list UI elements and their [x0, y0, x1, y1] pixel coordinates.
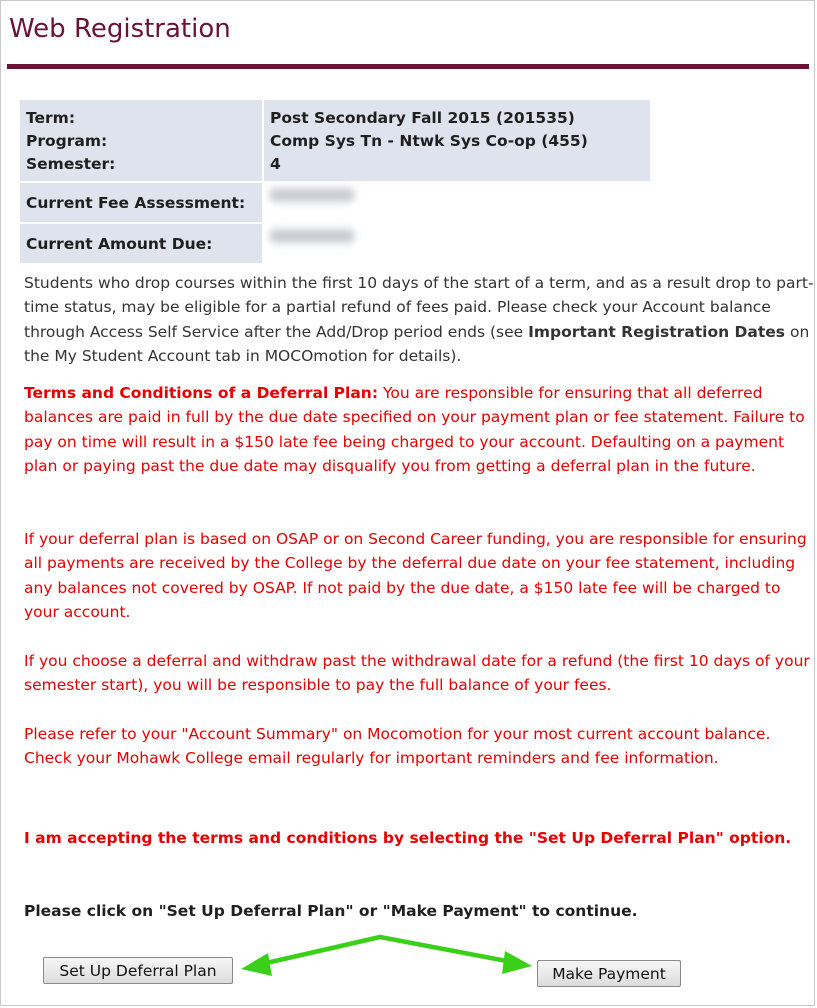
deferral-terms-paragraph-4: Please refer to your "Account Summary" on Mocomotion for your most current account balance. Check your Mohawk College email regularly for important reminders and fee information. — [24, 725, 771, 768]
set-up-deferral-plan-button[interactable]: Set Up Deferral Plan — [43, 957, 233, 984]
deferral-terms-paragraph-1: Terms and Conditions of a Deferral Plan: You are responsible for ensuring that all deferred balances are paid in full by the due date specified on your payment plan or fee statement. Failure to pay on time will result in a $150 late fee being charged to your account. Defaulting on a payment plan or paying past the due date may disqualify you from getting a deferral plan in the future. — [24, 384, 805, 475]
accept-terms-text: I am accepting the terms and conditions by selecting the "Set Up Deferral Plan" option. — [24, 829, 792, 847]
page-title: Web Registration — [9, 14, 231, 44]
amount-due-label: Current Amount Due: — [20, 224, 262, 263]
deferral-terms-heading: Terms and Conditions of a Deferral Plan: — [24, 384, 379, 402]
arrow-to-payment-line — [380, 937, 512, 962]
program-label: Program: — [26, 132, 108, 150]
make-payment-button[interactable]: Make Payment — [537, 960, 681, 987]
program-value: Comp Sys Tn - Ntwk Sys Co-op (455) — [270, 132, 588, 150]
arrow-to-deferral-line — [262, 937, 380, 964]
arrow-right-head-icon — [502, 951, 532, 974]
arrow-left-head-icon — [241, 953, 272, 976]
deferral-terms-paragraph-3: If you choose a deferral and withdraw past the withdrawal date for a refund (the first 10 days of your semester start), you will be responsible to pay the full balance of your fees. — [24, 652, 810, 695]
fee-assessment-label: Current Fee Assessment: — [20, 183, 262, 222]
important-dates-text: Important Registration Dates — [528, 322, 786, 341]
semester-value: 4 — [270, 155, 281, 173]
instruction-text: Please click on "Set Up Deferral Plan" or "Make Payment" to continue. — [24, 902, 638, 920]
refund-notice: Students who drop courses within the first 10 days of the start of a term, and as a result drop to part-time status, may be eligible for a partial refund of fees paid. Please check your Account balance through Access Self Service after the Add/Drop period ends (see Important Registration Dates on the My Student Account tab in MOCOmotion for details). — [24, 274, 814, 365]
term-label: Term: — [26, 109, 76, 127]
semester-label: Semester: — [26, 155, 116, 173]
deferral-terms-paragraph-2: If your deferral plan is based on OSAP or on Second Career funding, you are responsible for ensuring all payments are received by the College by the deferral due date on your fee statement, including any balances not covered by OSAP. If not paid by the due date, a $150 late fee will be charged to your account. — [24, 530, 807, 621]
term-value: Post Secondary Fall 2015 (201535) — [270, 109, 575, 127]
